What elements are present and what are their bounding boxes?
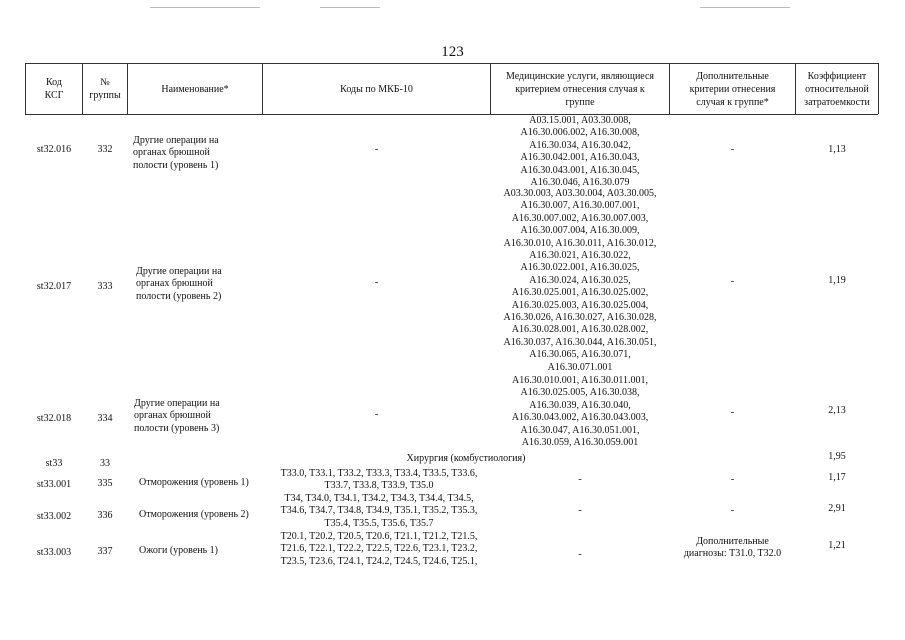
extra-criteria: - bbox=[730, 505, 735, 516]
header-group: № группы bbox=[89, 77, 121, 101]
medical-services: A16.30.010.001, A16.30.011.001, A16.30.025.005, A16.30.038, A16.30.039, A16.30.040, A16.30.043.002, A16.30.043.003, A16.30.047, A16.30.051.001, A16.30.059, A16.30.059.001 bbox=[511, 375, 649, 449]
cost-coefficient: 1,95 bbox=[828, 451, 846, 462]
header-services: Медицинские услуги, являющиеся критерием отнесения случая к группе bbox=[505, 70, 655, 108]
ksg-code: st32.016 bbox=[36, 144, 72, 155]
group-number: 337 bbox=[97, 546, 113, 557]
section-title: Хирургия (комбустиология) bbox=[406, 453, 526, 464]
group-number: 333 bbox=[97, 281, 113, 292]
cost-coefficient: 1,19 bbox=[828, 275, 846, 286]
scan-speck bbox=[320, 7, 380, 8]
group-name: Другие операции на органах брюшной полости (уровень 1) bbox=[133, 135, 219, 171]
medical-services: - bbox=[578, 474, 582, 485]
icd-codes: - bbox=[374, 144, 379, 155]
extra-criteria: - bbox=[730, 144, 735, 155]
medical-services: A03.15.001, A03.30.008, A16.30.006.002, A16.30.008, A16.30.034, A16.30.042, A16.30.042.001, A16.30.043, A16.30.043.001, A16.30.045, A16.30.046, A16.30.079 bbox=[520, 115, 640, 189]
group-number: 336 bbox=[97, 510, 113, 521]
ksg-code: st33.001 bbox=[36, 479, 72, 490]
group-name: Другие операции на органах брюшной полости (уровень 3) bbox=[134, 398, 220, 434]
icd-codes: T20.1, T20.2, T20.5, T20.6, T21.1, T21.2, T21.5, T21.6, T22.1, T22.2, T22.5, T22.6, T23.1, T23.2, T23.5, T23.6, T24.1, T24.2, T24.5, T24.6, T25.1, bbox=[280, 531, 478, 567]
page-number: 123 bbox=[441, 44, 464, 60]
header-icd: Коды по МКБ-10 bbox=[340, 83, 413, 95]
ksg-code: st32.017 bbox=[36, 281, 72, 292]
cost-coefficient: 1,21 bbox=[828, 540, 846, 551]
header-extra-criteria: Дополнительные критерии отнесения случая к группе* bbox=[689, 70, 776, 108]
header-code: Код КСГ bbox=[44, 77, 64, 101]
ksg-code: st32.018 bbox=[36, 413, 72, 424]
extra-criteria: - bbox=[730, 407, 735, 418]
group-name: Ожоги (уровень 1) bbox=[139, 545, 219, 556]
ksg-code: st33.002 bbox=[36, 511, 72, 522]
cost-coefficient: 2,13 bbox=[828, 405, 846, 416]
cost-coefficient: 1,13 bbox=[828, 144, 846, 155]
group-number: 33 bbox=[100, 458, 110, 469]
scan-speck bbox=[700, 7, 790, 8]
group-name: Отморожения (уровень 1) bbox=[139, 477, 249, 488]
icd-codes: T33.0, T33.1, T33.2, T33.3, T33.4, T33.5, T33.6, T33.7, T33.8, T33.9, T35.0 bbox=[280, 468, 478, 492]
extra-criteria: - bbox=[730, 474, 735, 485]
group-number: 332 bbox=[97, 144, 113, 155]
cost-coefficient: 2,91 bbox=[828, 503, 846, 514]
scan-speck bbox=[150, 7, 260, 8]
extra-criteria: - bbox=[730, 276, 735, 287]
header-name: Наименование* bbox=[161, 83, 229, 95]
icd-codes: - bbox=[374, 409, 379, 420]
cost-coefficient: 1,17 bbox=[828, 472, 846, 483]
group-name: Другие операции на органах брюшной полости (уровень 2) bbox=[136, 266, 222, 302]
ksg-code: st33 bbox=[45, 458, 63, 469]
group-name: Отморожения (уровень 2) bbox=[139, 509, 249, 520]
group-number: 335 bbox=[97, 478, 113, 489]
medical-services: - bbox=[578, 549, 582, 560]
medical-services: - bbox=[578, 505, 582, 516]
group-number: 334 bbox=[97, 413, 113, 424]
icd-codes: - bbox=[374, 277, 379, 288]
medical-services: A03.30.003, A03.30.004, A03.30.005, A16.30.007, A16.30.007.001, A16.30.007.002, A16.30.007.003, A16.30.007.004, A16.30.009, A16.30.010, A16.30.011, A16.30.012, A16.30.021, A16.30.022, A16.30.022.001, A16.30.025, A16.30.024, A16.30.025, A16.30.025.001, A16.30.025.002, A16.30.025.003, A16.30.025.004, A16.30.026, A16.30.027, A16.30.028, A16.30.028.001, A16.30.028.002, A16.30.037, A16.30.044, A16.30.051, A16.30.065, A16.30.071, A16.30.071.001 bbox=[503, 188, 657, 373]
icd-codes: T34, T34.0, T34.1, T34.2, T34.3, T34.4, T34.5, T34.6, T34.7, T34.8, T34.9, T35.1, T35.2, T35.3, T35.4, T35.5, T35.6, T35.7 bbox=[280, 493, 478, 529]
extra-criteria: Дополнительные диагнозы: T31.0, T32.0 bbox=[683, 536, 782, 560]
header-coefficient: Коэффициент относительной затратоемкости bbox=[804, 70, 870, 108]
ksg-code: st33.003 bbox=[36, 547, 72, 558]
